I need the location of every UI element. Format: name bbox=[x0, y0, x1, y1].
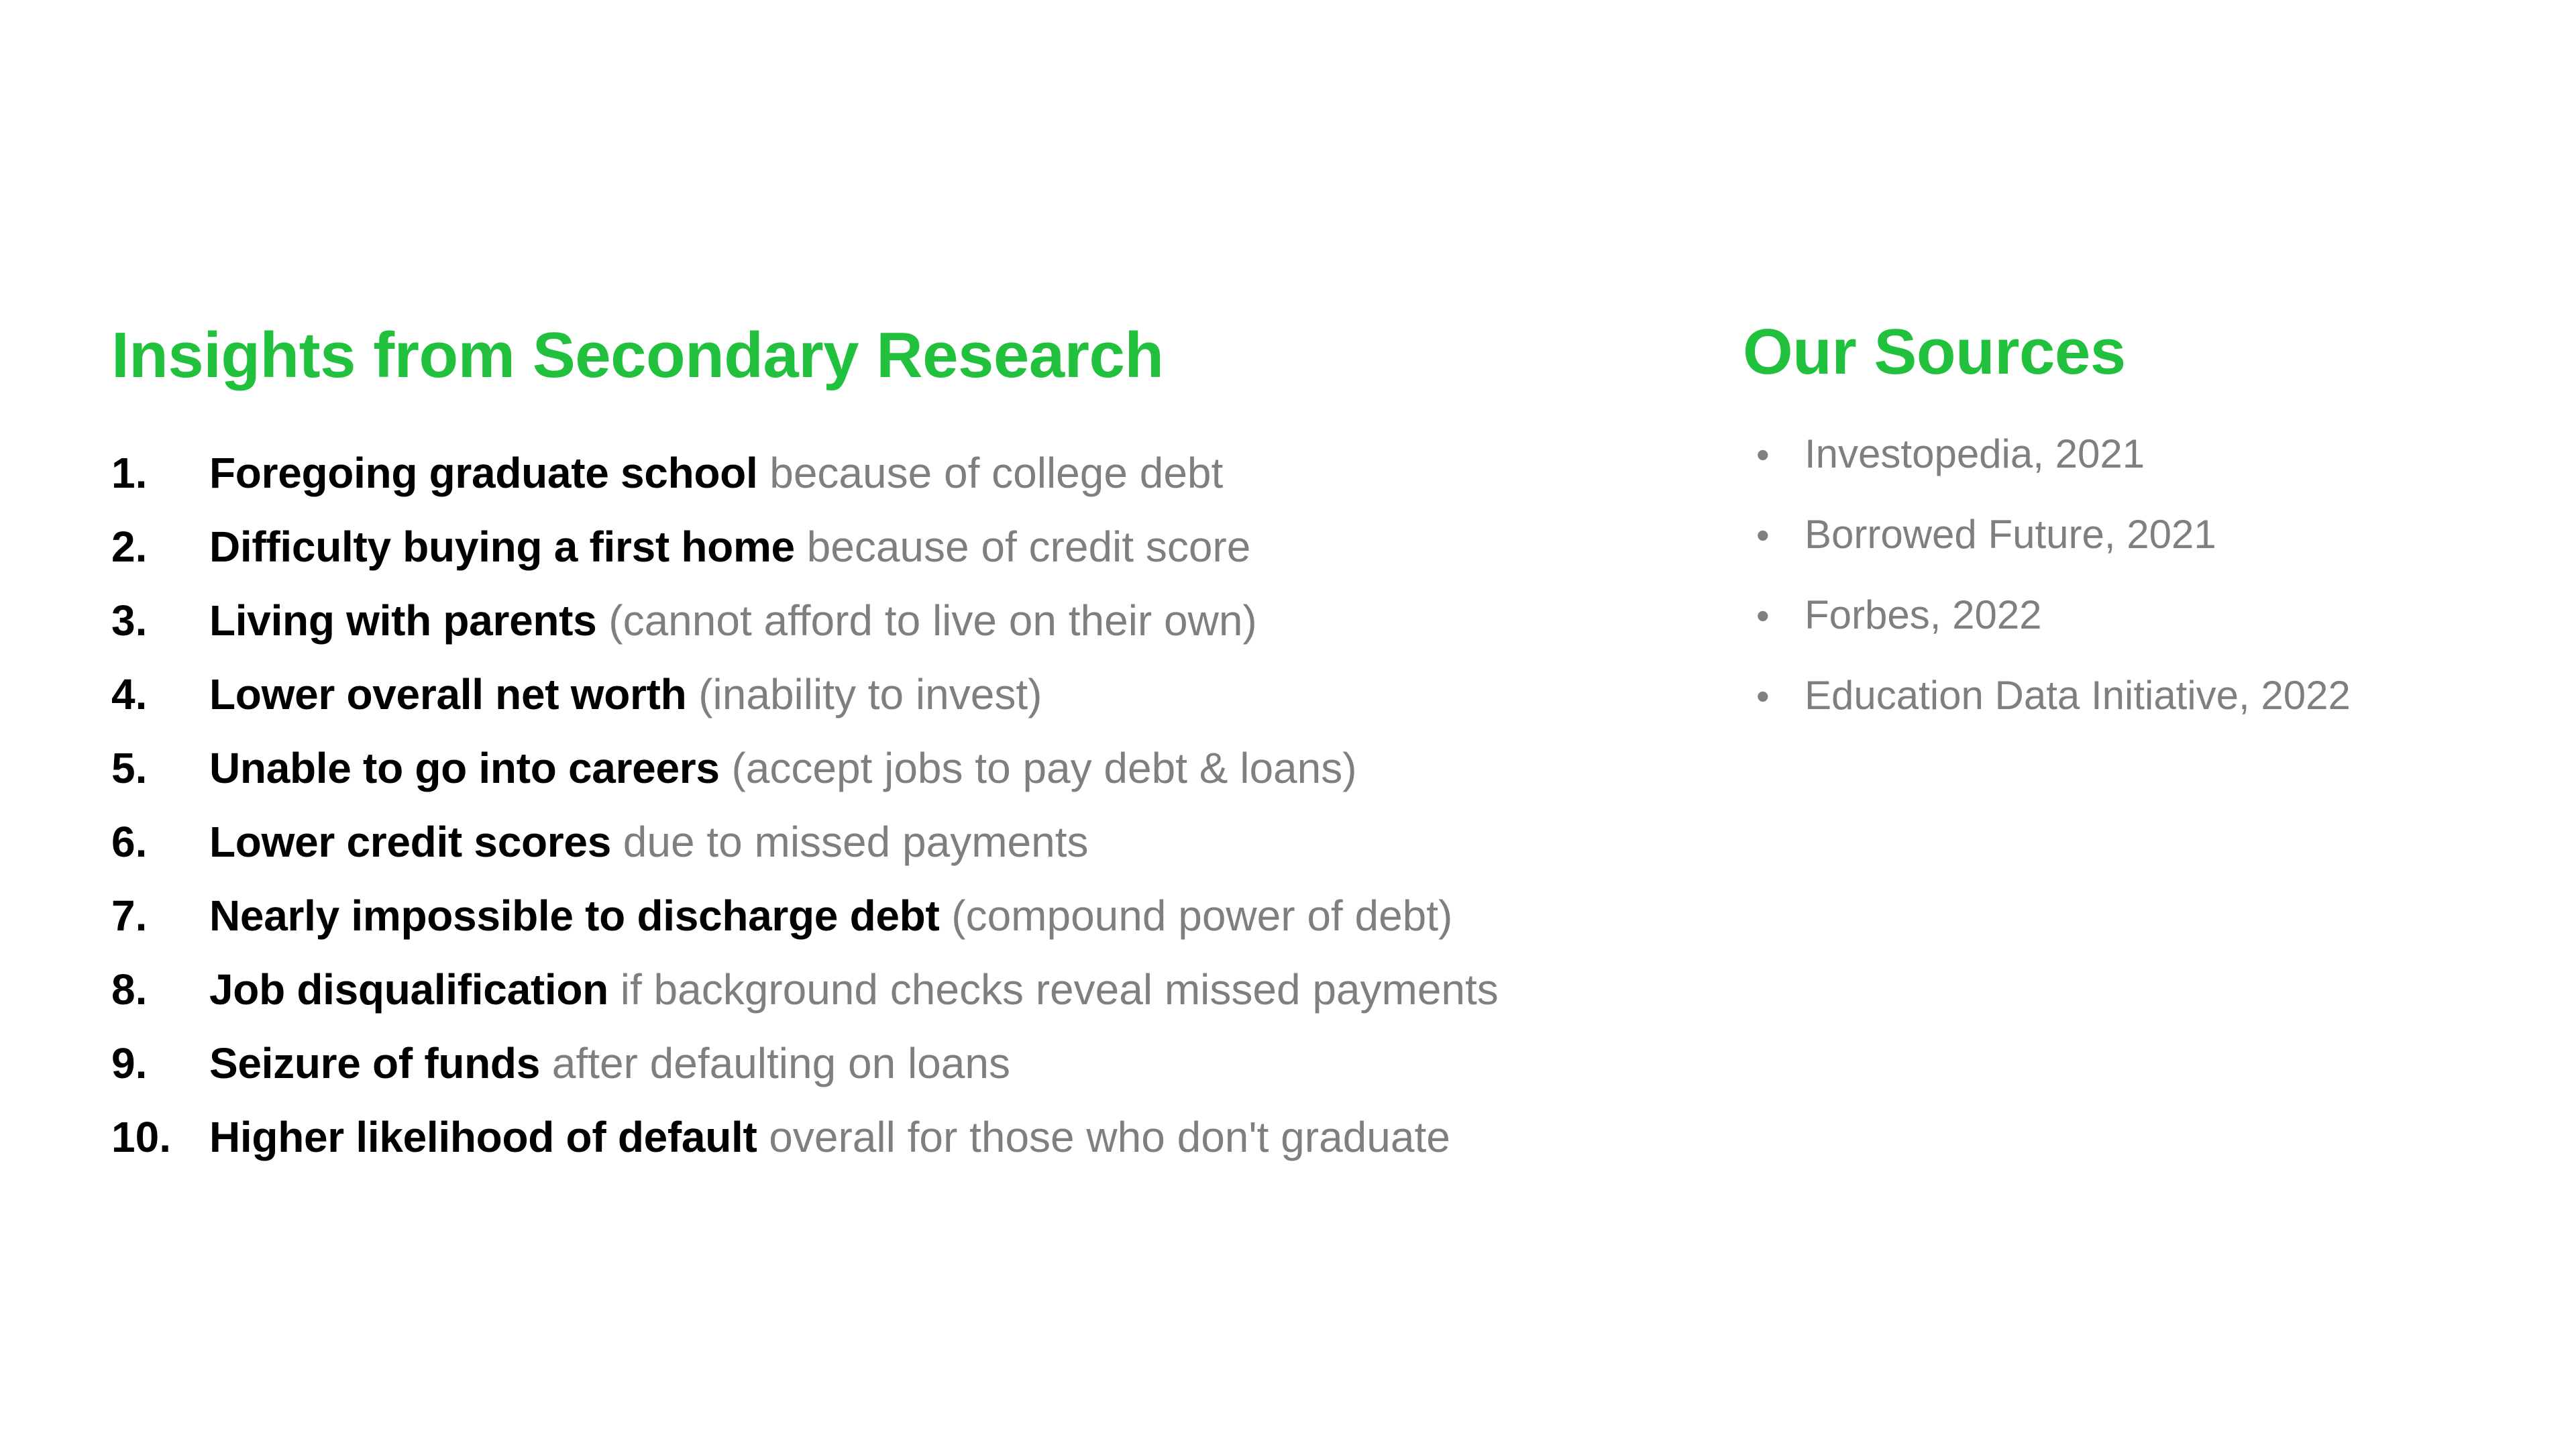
insight-emphasis: Nearly impossible to discharge debt bbox=[209, 892, 940, 940]
insight-item bbox=[111, 805, 1654, 879]
insight-detail: because of college debt bbox=[757, 449, 1224, 497]
insight-number: 5. bbox=[111, 744, 148, 792]
insight-emphasis: Lower overall net worth bbox=[209, 670, 687, 718]
insight-item bbox=[111, 510, 1654, 584]
sources-list bbox=[1743, 414, 2514, 736]
insight-text bbox=[209, 731, 1357, 805]
insight-item bbox=[111, 436, 1654, 510]
insight-number: 4. bbox=[111, 670, 148, 718]
insight-text bbox=[209, 953, 1499, 1026]
sources-section bbox=[1743, 312, 2514, 736]
insight-text bbox=[209, 657, 1042, 731]
source-label: Borrowed Future, 2021 bbox=[1805, 512, 2216, 557]
insight-emphasis: Seizure of funds bbox=[209, 1039, 541, 1087]
insight-item bbox=[111, 953, 1654, 1026]
bullet-icon: • bbox=[1756, 514, 1770, 556]
source-item bbox=[1743, 655, 2514, 736]
insight-detail: after defaulting on loans bbox=[540, 1039, 1010, 1087]
insight-number: 1. bbox=[111, 449, 148, 497]
insight-text bbox=[209, 510, 1250, 584]
insight-item bbox=[111, 731, 1654, 805]
bullet-icon: • bbox=[1756, 594, 1770, 637]
insight-item bbox=[111, 1100, 1654, 1174]
insight-text bbox=[209, 1100, 1450, 1174]
insight-number: 6. bbox=[111, 818, 148, 866]
insight-detail: (cannot afford to live on their own) bbox=[596, 596, 1257, 645]
insight-number: 2. bbox=[111, 523, 148, 571]
insight-number: 7. bbox=[111, 892, 148, 940]
insight-number: 9. bbox=[111, 1039, 148, 1087]
insight-emphasis: Foregoing graduate school bbox=[209, 449, 758, 497]
insight-number: 10. bbox=[111, 1113, 171, 1161]
insight-emphasis: Higher likelihood of default bbox=[209, 1113, 757, 1161]
source-item bbox=[1743, 414, 2514, 494]
insight-item bbox=[111, 1026, 1654, 1100]
insight-item bbox=[111, 879, 1654, 953]
insights-list bbox=[111, 436, 1654, 1174]
source-item bbox=[1743, 575, 2514, 655]
insight-detail: if background checks reveal missed payments bbox=[608, 965, 1499, 1014]
insights-section bbox=[111, 315, 1654, 1174]
insight-detail: due to missed payments bbox=[611, 818, 1089, 866]
insight-detail: (compound power of debt) bbox=[939, 892, 1453, 940]
insight-item bbox=[111, 584, 1654, 657]
insight-emphasis: Lower credit scores bbox=[209, 818, 611, 866]
insight-text bbox=[209, 1026, 1010, 1100]
insight-item bbox=[111, 657, 1654, 731]
insight-emphasis: Difficulty buying a first home bbox=[209, 523, 795, 571]
insight-number: 3. bbox=[111, 596, 148, 645]
insight-detail: (accept jobs to pay debt & loans) bbox=[719, 744, 1357, 792]
bullet-icon: • bbox=[1756, 433, 1770, 476]
insight-text bbox=[209, 436, 1223, 510]
insight-detail: because of credit score bbox=[794, 523, 1251, 571]
source-item bbox=[1743, 494, 2514, 575]
source-label: Education Data Initiative, 2022 bbox=[1805, 673, 2351, 718]
insight-detail: overall for those who don't graduate bbox=[757, 1113, 1450, 1161]
insight-emphasis: Living with parents bbox=[209, 596, 597, 645]
source-label: Forbes, 2022 bbox=[1805, 592, 2042, 637]
insights-title: Insights from Secondary Research bbox=[111, 319, 1164, 391]
source-label: Investopedia, 2021 bbox=[1805, 431, 2145, 476]
sources-title: Our Sources bbox=[1743, 316, 2126, 388]
insight-emphasis: Job disqualification bbox=[209, 965, 608, 1014]
insight-detail: (inability to invest) bbox=[686, 670, 1042, 718]
insight-emphasis: Unable to go into careers bbox=[209, 744, 720, 792]
insight-text bbox=[209, 879, 1452, 953]
insight-number: 8. bbox=[111, 965, 148, 1014]
bullet-icon: • bbox=[1756, 675, 1770, 717]
insight-text bbox=[209, 805, 1088, 879]
insight-text bbox=[209, 584, 1257, 657]
